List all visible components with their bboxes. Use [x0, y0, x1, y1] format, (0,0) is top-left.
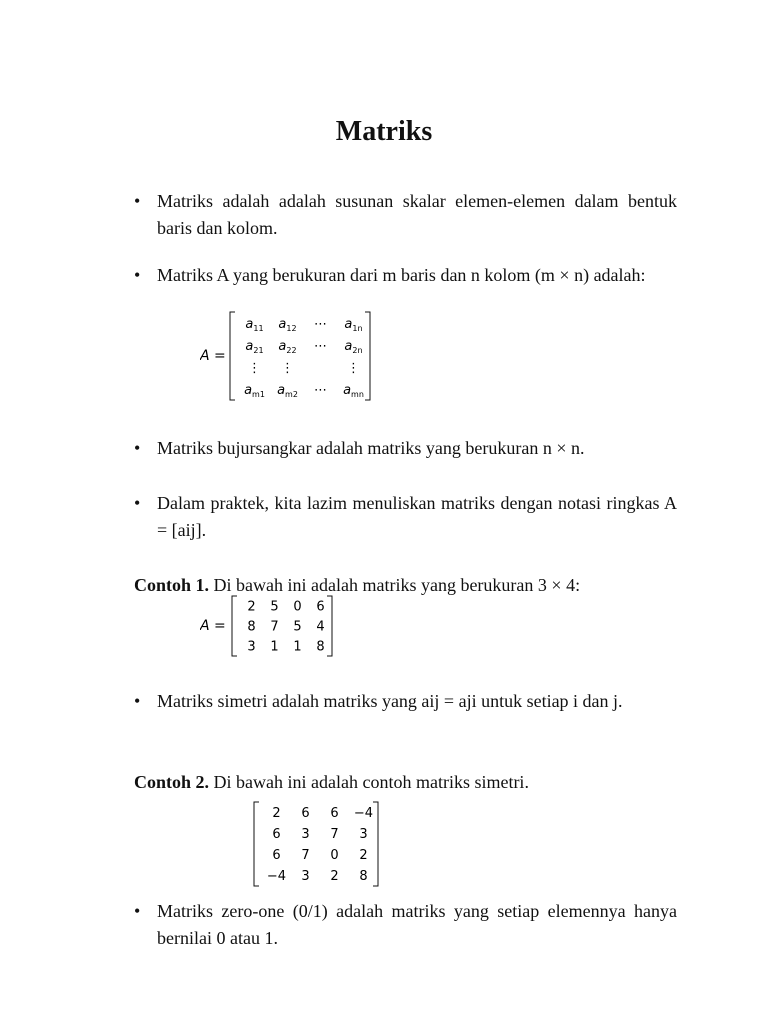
matrix-cell: ⋮ [347, 360, 360, 376]
matrix-cell: 3 [301, 869, 310, 885]
matrix-cell: 5 [293, 619, 302, 635]
matrix-cell: ⋮ [281, 360, 294, 376]
matrix-prefix: A = [200, 618, 226, 634]
right-bracket [365, 312, 370, 400]
matrix-cell: 8 [359, 869, 368, 885]
example-2-paragraph [134, 769, 694, 796]
matrix-cell: −4 [353, 806, 374, 822]
matrix-cell: 8 [247, 619, 256, 635]
matrix-subscript: 11 [253, 323, 264, 333]
matrix-subscript: mn [351, 389, 364, 399]
matrix-cell: 4 [316, 619, 325, 635]
bullet-text: Matriks bujursangkar adalah matriks yang berukuran n × n. [157, 438, 585, 458]
matrix-cell: 6 [272, 827, 281, 843]
general-matrix [200, 310, 380, 409]
matrix-cell: ⋯ [314, 316, 327, 332]
matrix-cell: $a_{mn}$ [343, 382, 364, 399]
matrix-cell: $a_{m2}$ [277, 382, 298, 399]
example-1-matrix-figure [200, 594, 335, 658]
bullet-icon: • [134, 901, 141, 921]
matrix-cell: 2 [272, 806, 281, 822]
matrix-cell: 6 [330, 806, 339, 822]
matrix-cell: 6 [316, 599, 325, 615]
example-text: Di bawah ini adalah matriks yang berukuran 3 × 4: [213, 575, 581, 595]
matrix-subscript: m1 [252, 389, 265, 399]
bullet-item [134, 688, 677, 715]
matrix-prefix: A = [200, 348, 226, 364]
matrix-subscript: 12 [286, 323, 297, 333]
matrix-cell: $a_{1n}$ [344, 316, 363, 333]
bullet-text: Matriks adalah adalah susunan skalar elemen-elemen dalam bentuk baris dan kolom. [157, 191, 677, 238]
bullet-icon: • [134, 265, 141, 285]
matrix-cell: $a_{2n}$ [344, 338, 363, 355]
general-matrix-figure [200, 310, 380, 404]
example-1-matrix [200, 594, 335, 663]
bullet-item [134, 435, 677, 462]
bullet-text: Matriks A yang berukuran dari m baris dan n kolom (m × n) adalah: [157, 265, 646, 285]
example-2-matrix [250, 800, 380, 893]
bullet-icon: • [134, 493, 141, 513]
matrix-cell: $a_{m1}$ [244, 382, 265, 399]
bullet-text: Matriks zero-one (0/1) adalah matriks yang setiap elemennya hanya bernilai 0 atau 1. [157, 901, 677, 948]
page-title: Matriks [335, 116, 433, 147]
left-bracket [230, 312, 235, 400]
matrix-cell: 1 [270, 639, 279, 655]
matrix-cell: 1 [293, 639, 302, 655]
matrix-cell: 8 [316, 639, 325, 655]
matrix-cell: 7 [270, 619, 279, 635]
matrix-subscript: 22 [286, 345, 297, 355]
matrix-cell: 3 [359, 827, 368, 843]
matrix-cell: 2 [359, 848, 368, 864]
bullet-item [134, 188, 677, 242]
example-text: Di bawah ini adalah contoh matriks simetri. [213, 772, 529, 792]
left-bracket [232, 596, 237, 656]
matrix-cell: 2 [247, 599, 256, 615]
matrix-cell: 6 [272, 848, 281, 864]
bullet-text: Matriks simetri adalah matriks yang aij = aji untuk setiap i dan j. [157, 691, 623, 711]
matrix-cell: 3 [247, 639, 256, 655]
right-bracket [327, 596, 332, 656]
matrix-cell: 7 [330, 827, 339, 843]
matrix-subscript: 1n [352, 323, 363, 333]
matrix-cell: 6 [301, 806, 310, 822]
bullet-item [134, 262, 677, 289]
matrix-cell: $a_{12}$ [278, 316, 297, 333]
bullet-item [134, 490, 677, 544]
matrix-cell: 2 [330, 869, 339, 885]
matrix-cell: ⋯ [314, 382, 327, 398]
matrix-cell: −4 [266, 869, 287, 885]
matrix-cell: 7 [301, 848, 310, 864]
right-bracket [373, 802, 378, 886]
matrix-cell: $a_{11}$ [245, 316, 264, 333]
bullet-icon: • [134, 191, 141, 211]
example-2-matrix-figure [250, 800, 380, 888]
left-bracket [254, 802, 259, 886]
bullet-text: Dalam praktek, kita lazim menuliskan matriks dengan notasi ringkas A = [aij]. [157, 493, 677, 540]
matrix-subscript: 2n [352, 345, 363, 355]
matrix-cell: ⋮ [248, 360, 261, 376]
bullet-icon: • [134, 691, 141, 711]
bullet-item [134, 898, 677, 952]
matrix-cell: 0 [330, 848, 339, 864]
matrix-cell: $a_{22}$ [278, 338, 297, 355]
matrix-cell: 0 [293, 599, 302, 615]
bullet-icon: • [134, 438, 141, 458]
matrix-cell: $a_{21}$ [245, 338, 264, 355]
example-label: Contoh 2. [134, 772, 210, 792]
matrix-cell: 3 [301, 827, 310, 843]
matrix-subscript: m2 [285, 389, 298, 399]
matrix-cell: 5 [270, 599, 279, 615]
example-label: Contoh 1. [134, 575, 210, 595]
matrix-cell: ⋯ [314, 338, 327, 354]
matrix-subscript: 21 [253, 345, 264, 355]
